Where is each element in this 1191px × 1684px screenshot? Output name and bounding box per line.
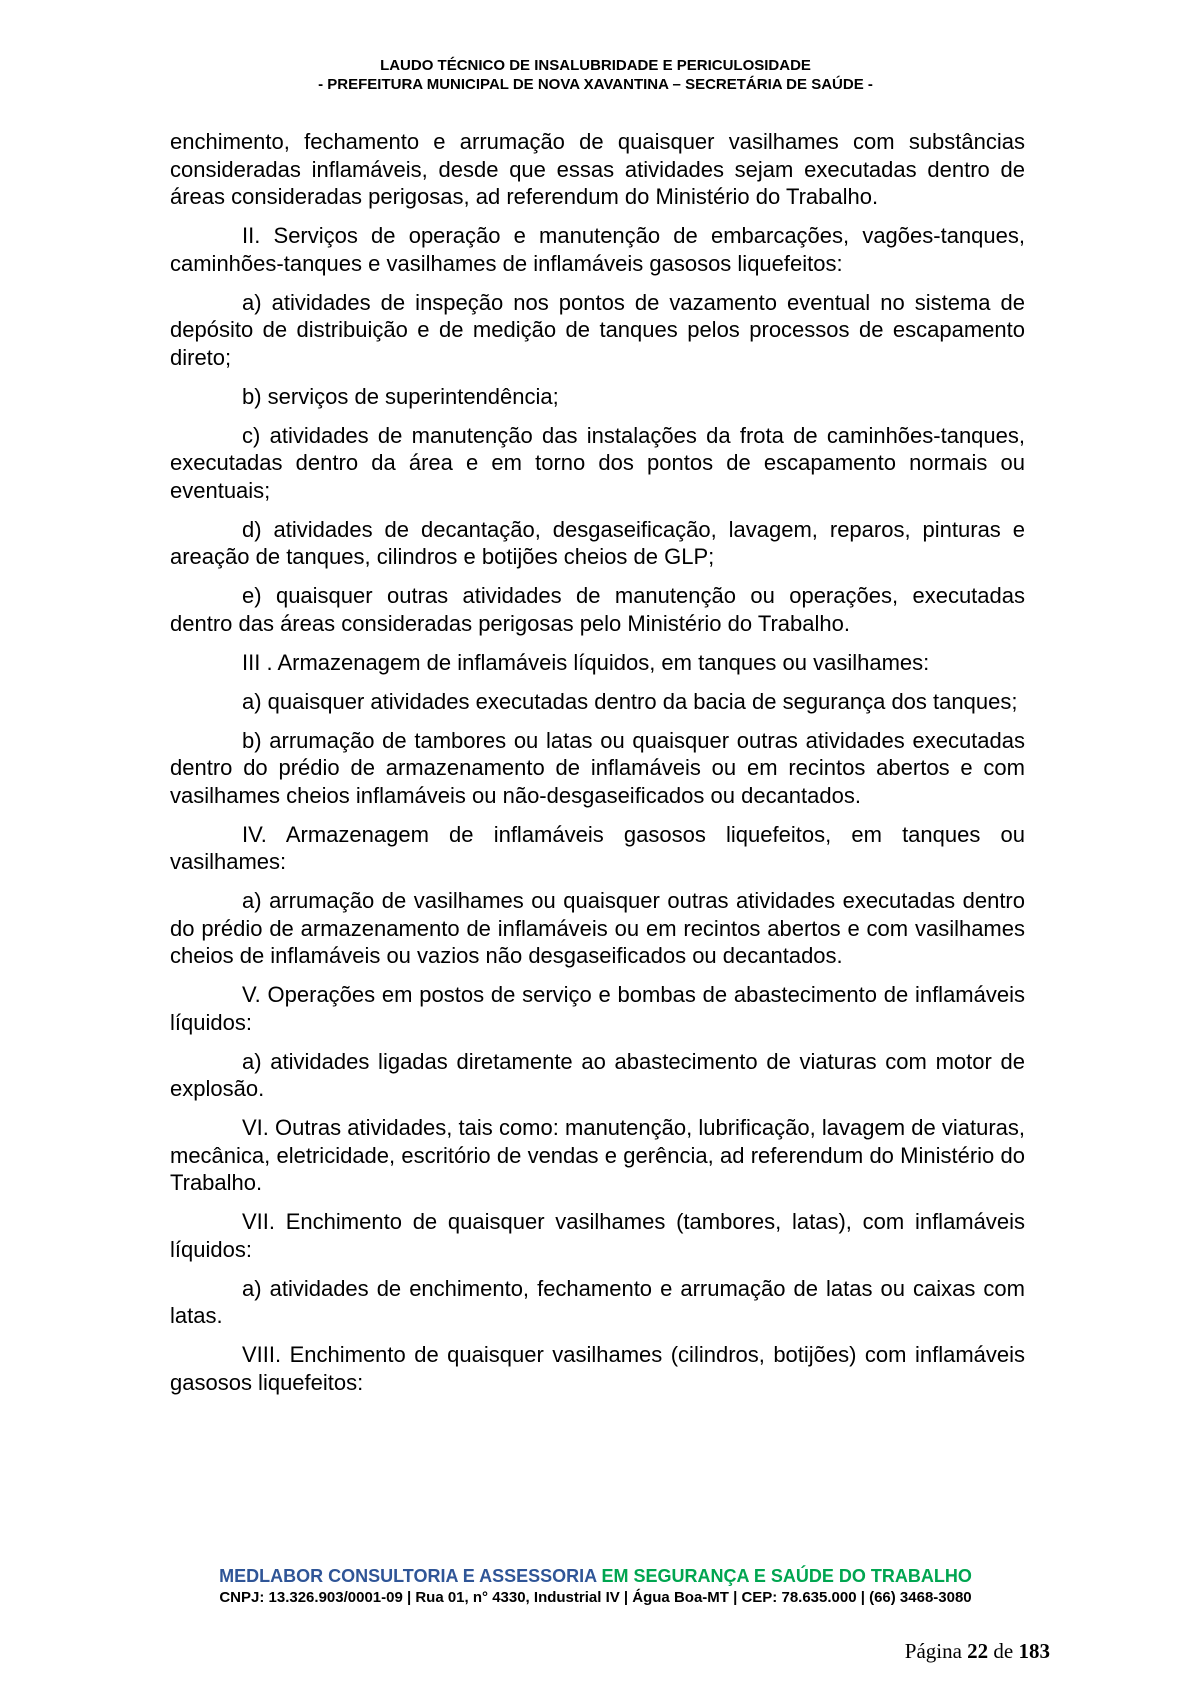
document-header [0, 56, 1191, 94]
paragraph: a) atividades de enchimento, fechamento e arrumação de latas ou caixas com latas. [170, 1275, 1025, 1328]
paragraph: a) atividades ligadas diretamente ao abastecimento de viaturas com motor de explosão. [170, 1048, 1025, 1101]
footer-contact: CNPJ: 13.326.903/0001-09 | Rua 01, n° 4330, Industrial IV | Água Boa-MT | CEP: 78.635.000 | (66) 3468-3080 [219, 1589, 972, 1606]
paragraph: VIII. Enchimento de quaisquer vasilhames (cilindros, botijões) com inflamáveis gasosos liquefeitos: [170, 1342, 1025, 1395]
paragraph: a) quaisquer atividades executadas dentro da bacia de segurança dos tanques; [242, 688, 1018, 714]
paragraph: a) arrumação de vasilhames ou quaisquer outras atividades executadas dentro do prédio de armazenamento de inflamáveis ou em recintos abertos e com vasilhames cheios de inflamáveis ou vazios não desgaseificados ou decantados. [170, 888, 1025, 968]
paragraph: IV. Armazenagem de inflamáveis gasosos liquefeitos, em tanques ou vasilhames: [170, 821, 1025, 874]
header-title: LAUDO TÉCNICO DE INSALUBRIDADE E PERICULOSIDADE [380, 57, 811, 74]
footer-company-tagline: EM SEGURANÇA E SAÚDE DO TRABALHO [601, 1566, 972, 1586]
page-current: 22 [967, 1639, 989, 1663]
page-number [905, 1638, 1050, 1664]
paragraph: VI. Outras atividades, tais como: manutenção, lubrificação, lavagem de viaturas, mecânica, eletricidade, escritório de vendas e gerência, ad referendum do Ministério do Trabalho. [170, 1115, 1025, 1195]
paragraph: III . Armazenagem de inflamáveis líquidos, em tanques ou vasilhames: [242, 649, 930, 675]
document-footer [0, 1564, 1191, 1608]
document-body [170, 128, 1025, 1408]
page-label: Página [904, 1639, 962, 1663]
paragraph: a) atividades de inspeção nos pontos de vazamento eventual no sistema de depósito de distribuição e de medição de tanques pelos processos de escapamento direto; [170, 289, 1025, 370]
paragraph: c) atividades de manutenção das instalações da frota de caminhões-tanques, executadas dentro da área e em torno dos pontos de escapamento normais ou eventuais; [170, 422, 1025, 503]
footer-company-name: MEDLABOR CONSULTORIA E ASSESSORIA [219, 1566, 597, 1586]
paragraph: e) quaisquer outras atividades de manutenção ou operações, executadas dentro das áreas consideradas perigosas pelo Ministério do Trabalho. [170, 583, 1025, 636]
footer-company [0, 1564, 1191, 1588]
page-of: de [993, 1639, 1014, 1663]
page-total: 183 [1018, 1639, 1050, 1663]
paragraph: enchimento, fechamento e arrumação de quaisquer vasilhames com substâncias consideradas inflamáveis, desde que essas atividades sejam executadas dentro de áreas consideradas perigosas, ad referendum do Ministério do Trabalho. [170, 129, 1025, 209]
header-subtitle: - PREFEITURA MUNICIPAL DE NOVA XAVANTINA – SECRETÁRIA DE SAÚDE - [318, 76, 873, 93]
paragraph: d) atividades de decantação, desgaseificação, lavagem, reparos, pinturas e areação de tanques, cilindros e botijões cheios de GLP; [170, 516, 1025, 569]
paragraph: b) serviços de superintendência; [242, 383, 559, 409]
paragraph: V. Operações em postos de serviço e bombas de abastecimento de inflamáveis líquidos: [170, 982, 1025, 1035]
paragraph: VII. Enchimento de quaisquer vasilhames (tambores, latas), com inflamáveis líquidos: [170, 1209, 1025, 1262]
paragraph: b) arrumação de tambores ou latas ou quaisquer outras atividades executadas dentro do prédio de armazenamento de inflamáveis ou em recintos abertos e com vasilhames cheios inflamáveis ou não-desgaseificados ou decantados. [170, 727, 1025, 808]
paragraph: II. Serviços de operação e manutenção de embarcações, vagões-tanques, caminhões-tanques e vasilhames de inflamáveis gasosos liquefeitos: [170, 223, 1025, 276]
